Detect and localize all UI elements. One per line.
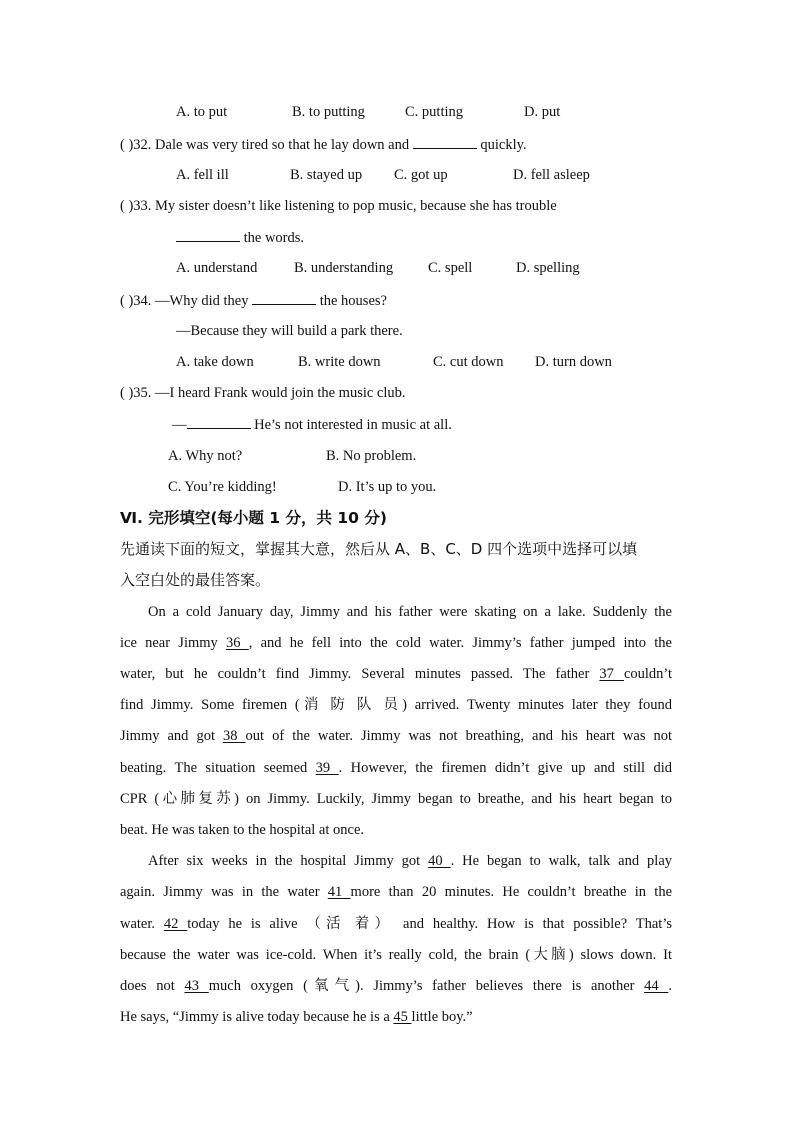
passage-line-9: After six weeks in the hospital Jimmy got 40 . He began to walk, talk and play [148,853,672,869]
q33-option-b[interactable]: B. understanding [294,260,394,276]
q32-option-c[interactable]: C. got up [394,167,448,183]
passage-line-2: ice near Jimmy 36 , and he fell into the cold water. Jimmy’s father jumped into the [120,635,672,651]
q35-option-a[interactable]: A. Why not? [168,448,243,464]
q34-suffix: the houses? [316,293,387,309]
q34-option-c[interactable]: C. cut down [433,354,504,370]
blank-41[interactable]: 41 [327,884,351,900]
blank-39[interactable]: 39 [315,760,339,776]
q33-option-d[interactable]: D. spelling [516,260,580,276]
q32-text [120,132,527,157]
blank-45[interactable]: 45 [393,1009,412,1025]
q35-option-b[interactable]: B. No problem. [326,448,417,464]
q34-line2: —Because they will build a park there. [176,323,403,339]
passage-line-13: does not 43 much oxygen (氧气). Jimmy’s father believes there is another 44 . [120,978,673,994]
q33-option-c[interactable]: C. spell [428,260,473,276]
q31-option-d[interactable]: D. put [524,104,561,120]
q32-option-d[interactable]: D. fell asleep [513,167,590,183]
q35-prefix: ( )35. —I heard Frank would join the music club. [120,385,406,401]
q35-option-c[interactable]: C. You’re kidding! [168,479,277,495]
q32-blank[interactable] [413,132,477,149]
passage-line-8: beat. He was taken to the hospital at once. [120,822,365,838]
q33-prefix: ( )33. My sister doesn’t like listening to pop music, because she has trouble [120,198,557,214]
passage-line-3: water, but he couldn’t find Jimmy. Several minutes passed. The father 37 couldn’t [120,666,672,682]
q32-prefix: ( )32. Dale was very tired so that he lay down and [120,137,413,153]
q33-line2-suffix: the words. [240,230,305,246]
q31-option-a[interactable]: A. to put [176,104,228,120]
q34-blank[interactable] [252,288,316,305]
passage-line-7: CPR (心肺复苏) on Jimmy. Luckily, Jimmy began to breathe, and his heart began to [120,791,672,807]
section-instruction-line2: 入空白处的最佳答案。 [120,571,271,589]
section-instruction-line1: 先通读下面的短文，掌握其大意，然后从 A、B、C、D 四个选项中选择可以填 [120,540,638,558]
passage-line-5: Jimmy and got 38 out of the water. Jimmy was not breathing, and his heart was not [120,728,673,744]
blank-43[interactable]: 43 [184,978,209,994]
blank-44[interactable]: 44 [644,978,669,994]
passage-line-10: again. Jimmy was in the water 41 more than 20 minutes. He couldn’t breathe in the [120,884,673,900]
q32-option-b[interactable]: B. stayed up [290,167,363,183]
section-title: Ⅵ. 完形填空(每小题 1 分，共 10 分) [120,509,387,527]
q35-line2-suffix: He’s not interested in music at all. [250,417,452,433]
passage-line-11: water. 42 today he is alive （活 着） and healthy. How is that possible? That’s [120,916,673,932]
q33-blank[interactable] [176,225,240,242]
blank-37[interactable]: 37 [599,666,624,682]
q34-text [120,288,387,313]
passage-line-6: beating. The situation seemed 39 . However, the firemen didn’t give up and still did [120,760,672,776]
blank-40[interactable]: 40 [428,853,451,869]
q34-option-d[interactable]: D. turn down [535,354,612,370]
q35-dash: — [172,417,187,433]
q32-suffix: quickly. [476,137,527,153]
passage-line-1: On a cold January day, Jimmy and his father were skating on a lake. Suddenly the [148,604,672,620]
passage-line-12: because the water was ice-cold. When it’s really cold, the brain (大脑) slows down. It [120,947,672,963]
blank-38[interactable]: 38 [223,728,246,744]
blank-36[interactable]: 36 [226,635,249,651]
q34-prefix: ( )34. —Why did they [120,293,253,309]
q31-option-c[interactable]: C. putting [405,104,464,120]
q35-blank[interactable] [187,412,251,429]
blank-42[interactable]: 42 [163,916,188,932]
q35-option-d[interactable]: D. It’s up to you. [338,479,437,495]
passage-line-4: find Jimmy. Some firemen (消 防 队 员) arrived. Twenty minutes later they found [120,697,672,713]
q34-option-a[interactable]: A. take down [176,354,254,370]
q34-option-b[interactable]: B. write down [298,354,381,370]
passage-line-14: He says, “Jimmy is alive today because he is a 45 little boy.” [120,1009,473,1025]
q33-option-a[interactable]: A. understand [176,260,258,276]
q31-option-b[interactable]: B. to putting [292,104,365,120]
q32-option-a[interactable]: A. fell ill [176,167,229,183]
